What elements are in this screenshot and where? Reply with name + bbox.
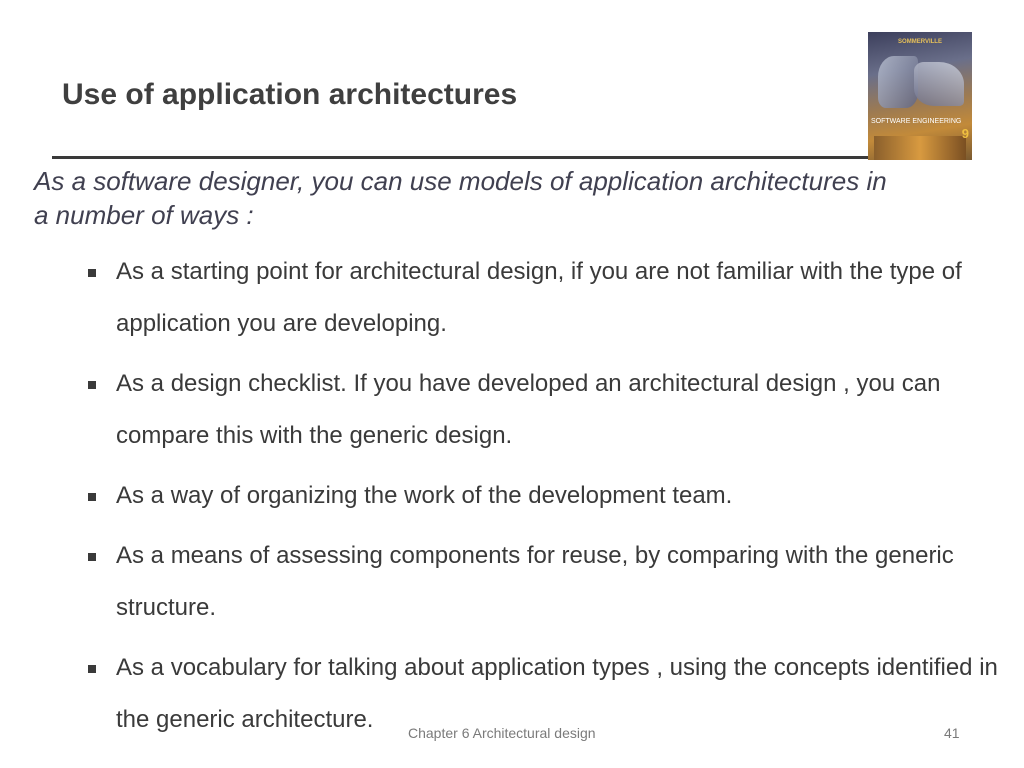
square-bullet-icon [88,381,96,389]
bullet-text: As a vocabulary for talking about application types , using the concepts identified in the generic architecture. [116,654,998,733]
page-number: 41 [944,725,960,741]
square-bullet-icon [88,553,96,561]
bullet-text: As a design checklist. If you have developed an architectural design , you can compare this with the generic design. [116,370,941,449]
cover-building-shape [878,56,918,108]
cover-title: SOFTWARE ENGINEERING [871,118,962,125]
slide-title: Use of application architectures [62,78,518,111]
bullet-item [86,246,1016,350]
cover-building-shape [914,62,964,106]
bullet-item [86,358,1016,462]
bullet-list [86,246,1016,754]
square-bullet-icon [88,269,96,277]
bullet-text: As a starting point for architectural design, if you are not familiar with the type of application you are developing. [116,258,962,337]
footer-chapter: Chapter 6 Architectural design [408,725,596,741]
cover-ground-shape [874,136,966,160]
book-cover-image [868,32,972,160]
bullet-text: As a means of assessing components for reuse, by comparing with the generic structure. [116,542,954,621]
bullet-item [86,470,1016,522]
cover-author: SOMMERVILLE [898,39,942,45]
square-bullet-icon [88,665,96,673]
intro-text: As a software designer, you can use models of application architectures in a number of ways : [34,166,887,230]
square-bullet-icon [88,493,96,501]
bullet-text: As a way of organizing the work of the development team. [116,482,733,509]
title-divider [52,156,872,159]
bullet-item [86,530,1016,634]
cover-edition: 9 [961,126,969,141]
